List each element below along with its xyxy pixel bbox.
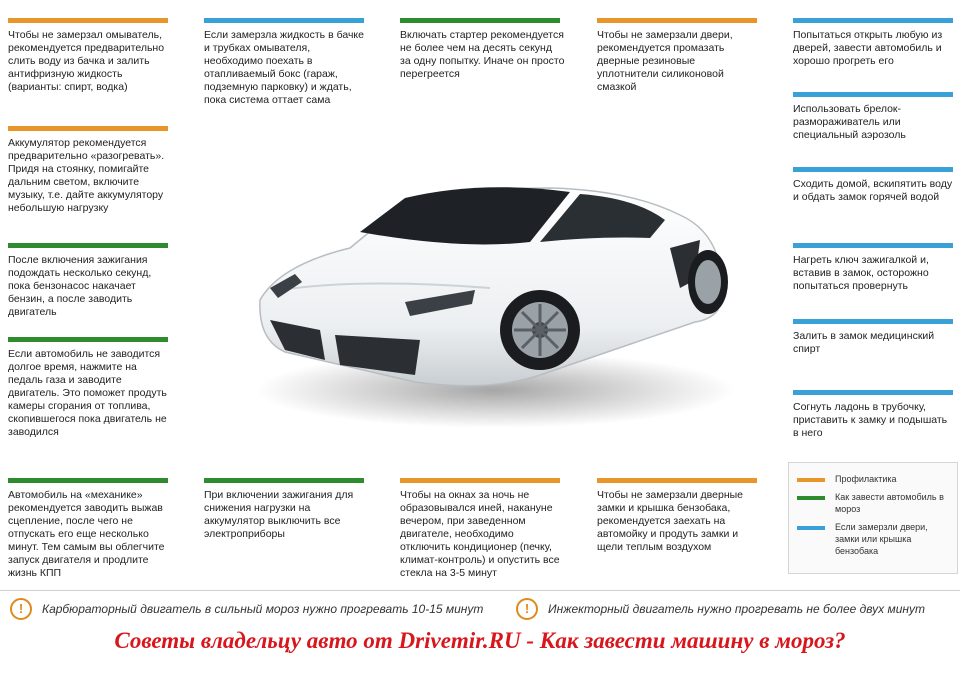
orange-bar [8,18,168,23]
tip-text: Использовать брелок-размораживатель или специальный аэрозоль [793,103,906,141]
tip-text: Залить в замок медицинский спирт [793,330,935,355]
car-illustration [240,170,740,440]
warning-icon: ! [10,598,32,620]
tip-text: Чтобы не замерзал омыватель, рекомендуется предварительно слить воду из бачка и залить антифризную жидкость (варианты: спирт, водка) [8,29,165,93]
tip-manual-clutch [8,478,173,580]
tip-text: Если замерзла жидкость в бачке и трубках омывателя, необходимо поехать в отапливаемый бокс (гараж, подземную парковку) и ждать, пока система оттает сама [204,29,364,106]
blue-swatch [797,526,825,530]
legend-label: Если замерзли двери, замки или крышка бензобака [835,522,928,556]
tip-car-wash-locks [597,478,757,554]
green-bar [8,243,168,248]
tip-text: Согнуть ладонь в трубочку, приставить к замку и подышать в него [793,401,948,439]
tip-gas-pedal [8,337,170,439]
tip-breathe-lock [793,390,953,440]
divider-line [0,590,960,591]
orange-bar [400,478,560,483]
legend-item-frozen [797,521,945,557]
orange-bar [8,126,168,131]
blue-bar [793,167,953,172]
green-swatch [797,496,825,500]
tip-text: Чтобы на окнах за ночь не образовывался иней, накануне вечером, при заведенном двигателе, необходимо отключить кондиционер (печку, климат-контроль) и опустить все стекла на 3-5 минут [400,489,560,579]
note-text: Инжекторный двигатель нужно прогревать не более двух минут [548,602,925,616]
page-title: Советы владельцу авто от Drivemir.RU - Как завести машину в мороз? [114,628,846,653]
blue-bar [793,18,953,23]
tip-text: Попытаться открыть любую из дверей, завести автомобиль и хорошо прогреть его [793,29,943,67]
tip-try-any-door [793,18,953,68]
tip-text: Нагреть ключ зажигалкой и, вставив в замок, осторожно попытаться провернуть [793,254,929,292]
green-bar [400,18,560,23]
tip-starter-time [400,18,565,81]
tip-hot-water [793,167,955,204]
note-carburetor [10,598,483,620]
legend [788,462,958,574]
tip-text: Сходить домой, вскипятить воду и обдать замок горячей водой [793,178,953,203]
legend-label: Как завести автомобиль в мороз [835,492,944,514]
tip-window-frost [400,478,560,580]
tip-text: Автомобиль на «механике» рекомендуется заводить выжав сцепление, после чего не отпускать его еще несколько минут. Тем самым вы облегчите запуск двигателя и продлите жизнь КПП [8,489,165,579]
green-bar [8,337,168,342]
green-bar [8,478,168,483]
blue-bar [793,243,953,248]
tip-text: Чтобы не замерзали двери, рекомендуется промазать дверные резиновые уплотнители силиконовой смазкой [597,29,733,93]
tip-defroster-spray [793,92,953,142]
tip-text: После включения зажигания подождать несколько секунд, пока бензонасос накачает бензин, а после заводить двигатель [8,254,152,318]
orange-bar [597,478,757,483]
tip-turn-off-electronics [204,478,364,541]
tip-washer-antifreeze [8,18,168,94]
tip-medical-alcohol [793,319,953,356]
blue-bar [793,390,953,395]
legend-item-start [797,491,945,515]
blue-bar [204,18,364,23]
legend-label: Профилактика [835,474,897,484]
warning-icon: ! [516,598,538,620]
tip-door-seals [597,18,757,94]
tip-text: Аккумулятор рекомендуется предварительно «разогревать». Придя на стоянку, помигайте дальним светом, включите музыку, т.е. дайте аккумулятору небольшую нагрузку [8,137,165,214]
orange-bar [597,18,757,23]
tip-heat-key [793,243,953,293]
green-bar [204,478,364,483]
tip-text: При включении зажигания для снижения нагрузки на аккумулятор выключить все электроприборы [204,489,354,540]
note-injector [516,598,925,620]
tip-frozen-washer [204,18,369,107]
legend-item-prevention [797,473,945,485]
orange-swatch [797,478,825,482]
blue-bar [793,92,953,97]
tip-battery-warmup [8,126,168,215]
tip-text: Чтобы не замерзали дверные замки и крышка бензобака, рекомендуется заехать на автомойку и продуть замки и щели теплым воздухом [597,489,744,553]
blue-bar [793,319,953,324]
note-text: Карбюраторный двигатель в сильный мороз нужно прогревать 10-15 минут [42,602,484,616]
tip-ignition-wait [8,243,163,319]
tip-text: Включать стартер рекомендуется не более чем на десять секунд за одну попытку. Иначе он просто перегреется [400,29,565,80]
tip-text: Если автомобиль не заводится долгое время, нажмите на педаль газа и заводите двигатель. Это поможет продуть камеры сгорания от топлива, скопившегося пока двигатель не заводился [8,348,167,438]
